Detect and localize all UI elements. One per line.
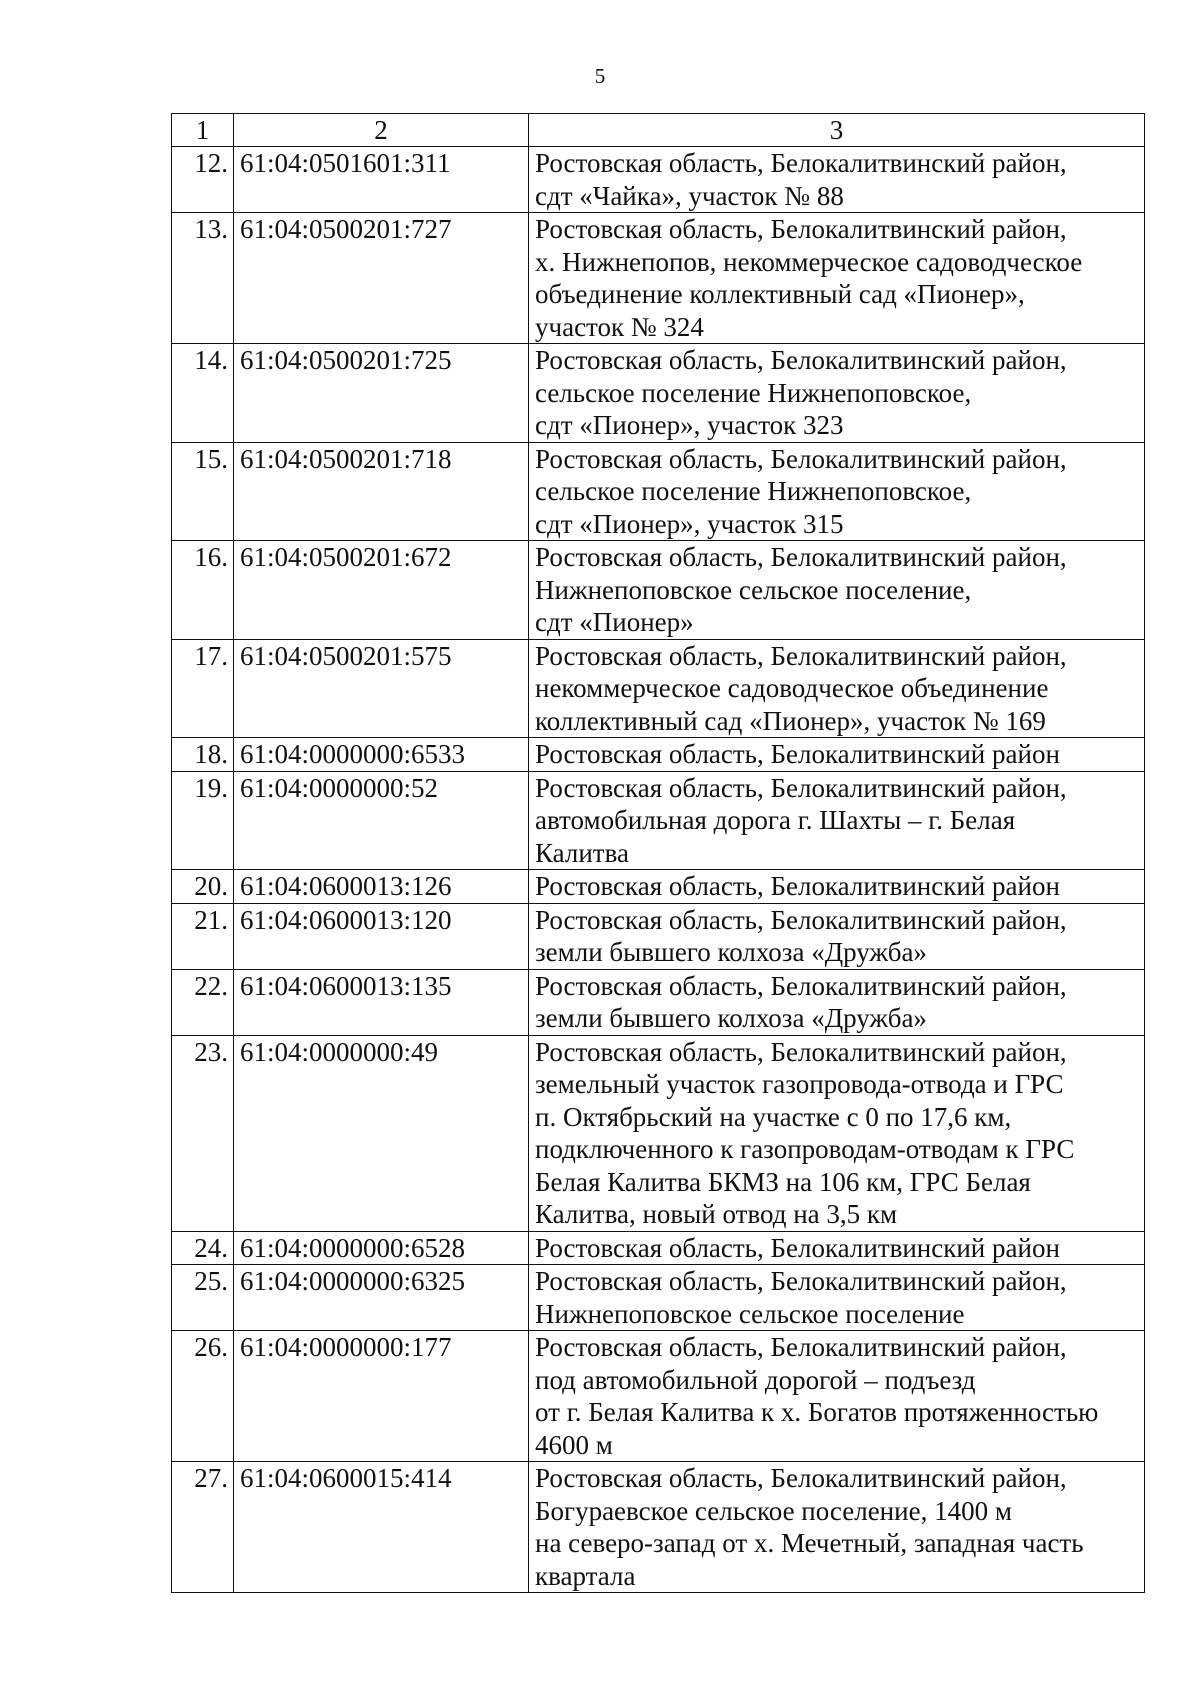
table-row <box>172 1231 1145 1265</box>
parcel-address: Ростовская область, Белокалитвинский район, земли бывшего колхоза «Дружба» <box>529 903 1145 969</box>
row-number: 19. <box>172 771 234 870</box>
parcel-address: Ростовская область, Белокалитвинский район, Богураевское сельское поселение, 1400 м на северо-запад от х. Мечетный, западная часть квартала <box>529 1462 1145 1593</box>
row-number: 22. <box>172 969 234 1035</box>
parcel-address: Ростовская область, Белокалитвинский район, некоммерческое садоводческое объединение коллективный сад «Пионер», участок № 169 <box>529 639 1145 738</box>
table-row <box>172 541 1145 640</box>
table-row <box>172 738 1145 772</box>
table-row <box>172 903 1145 969</box>
table-row <box>172 870 1145 904</box>
row-number: 15. <box>172 442 234 541</box>
cadastral-number: 61:04:0501601:311 <box>234 147 529 213</box>
parcel-address: Ростовская область, Белокалитвинский район <box>529 1231 1145 1265</box>
row-number: 26. <box>172 1331 234 1462</box>
cadastral-number: 61:04:0600015:414 <box>234 1462 529 1593</box>
table-row <box>172 1035 1145 1231</box>
cadastral-number: 61:04:0600013:120 <box>234 903 529 969</box>
table-row <box>172 442 1145 541</box>
cadastral-number: 61:04:0000000:52 <box>234 771 529 870</box>
table-row <box>172 969 1145 1035</box>
row-number: 21. <box>172 903 234 969</box>
page-number: 5 <box>594 64 606 88</box>
cadastral-number: 61:04:0500201:725 <box>234 344 529 443</box>
table-row <box>172 1331 1145 1462</box>
parcel-address: Ростовская область, Белокалитвинский район, земли бывшего колхоза «Дружба» <box>529 969 1145 1035</box>
cadastral-number: 61:04:0000000:6533 <box>234 738 529 772</box>
cadastral-number: 61:04:0500201:727 <box>234 213 529 344</box>
cadastral-number: 61:04:0000000:6325 <box>234 1265 529 1331</box>
parcel-address: Ростовская область, Белокалитвинский район, сельское поселение Нижнепоповское, сдт «Пионер», участок 323 <box>529 344 1145 443</box>
parcel-address: Ростовская область, Белокалитвинский район, земельный участок газопровода-отвода и ГРС п. Октябрьский на участке с 0 по 17,6 км, подключенного к газопроводам-отводам к ГРС Белая Калитва БКМЗ на 106 км, ГРС Белая Калитва, новый отвод на 3,5 км <box>529 1035 1145 1231</box>
table-row <box>172 147 1145 213</box>
row-number: 23. <box>172 1035 234 1231</box>
row-number: 12. <box>172 147 234 213</box>
table-row <box>172 344 1145 443</box>
parcel-address: Ростовская область, Белокалитвинский район <box>529 738 1145 772</box>
parcels-table <box>171 113 1145 1593</box>
parcel-address: Ростовская область, Белокалитвинский район, Нижнепоповское сельское поселение, сдт «Пионер» <box>529 541 1145 640</box>
row-number: 27. <box>172 1462 234 1593</box>
row-number: 20. <box>172 870 234 904</box>
row-number: 16. <box>172 541 234 640</box>
table-row <box>172 1462 1145 1593</box>
column-header-1: 1 <box>172 114 234 147</box>
cadastral-number: 61:04:0500201:672 <box>234 541 529 640</box>
table-header-row <box>172 114 1145 147</box>
row-number: 17. <box>172 639 234 738</box>
table-row <box>172 771 1145 870</box>
cadastral-number: 61:04:0500201:718 <box>234 442 529 541</box>
table-row <box>172 639 1145 738</box>
parcel-address: Ростовская область, Белокалитвинский район, Нижнепоповское сельское поселение <box>529 1265 1145 1331</box>
row-number: 14. <box>172 344 234 443</box>
cadastral-number: 61:04:0000000:6528 <box>234 1231 529 1265</box>
parcel-address: Ростовская область, Белокалитвинский район, сдт «Чайка», участок № 88 <box>529 147 1145 213</box>
row-number: 18. <box>172 738 234 772</box>
column-header-3: 3 <box>529 114 1145 147</box>
row-number: 25. <box>172 1265 234 1331</box>
parcel-address: Ростовская область, Белокалитвинский район <box>529 870 1145 904</box>
row-number: 13. <box>172 213 234 344</box>
cadastral-number: 61:04:0500201:575 <box>234 639 529 738</box>
table-row <box>172 213 1145 344</box>
parcel-address: Ростовская область, Белокалитвинский район, х. Нижнепопов, некоммерческое садоводческое объединение коллективный сад «Пионер», участок № 324 <box>529 213 1145 344</box>
cadastral-number: 61:04:0600013:135 <box>234 969 529 1035</box>
parcel-address: Ростовская область, Белокалитвинский район, под автомобильной дорогой – подъезд от г. Белая Калитва к х. Богатов протяженностью 4600 м <box>529 1331 1145 1462</box>
row-number: 24. <box>172 1231 234 1265</box>
cadastral-number: 61:04:0000000:177 <box>234 1331 529 1462</box>
cadastral-number: 61:04:0600013:126 <box>234 870 529 904</box>
table-row <box>172 1265 1145 1331</box>
column-header-2: 2 <box>234 114 529 147</box>
parcel-address: Ростовская область, Белокалитвинский район, автомобильная дорога г. Шахты – г. Белая Калитва <box>529 771 1145 870</box>
cadastral-number: 61:04:0000000:49 <box>234 1035 529 1231</box>
parcel-address: Ростовская область, Белокалитвинский район, сельское поселение Нижнепоповское, сдт «Пионер», участок 315 <box>529 442 1145 541</box>
